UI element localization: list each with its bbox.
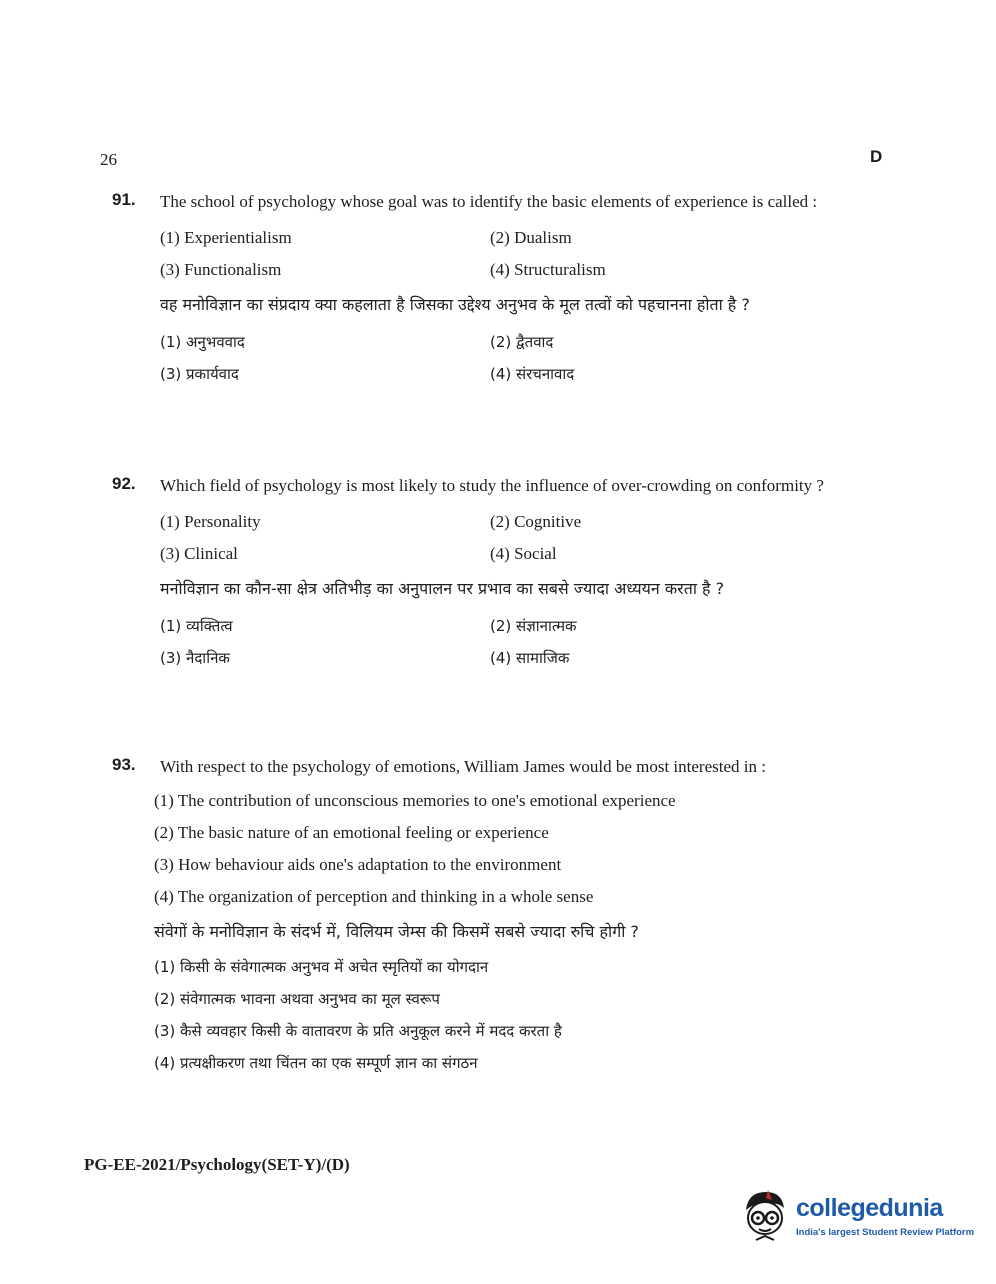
option: (3) Clinical <box>160 544 238 563</box>
option: (2) संज्ञानात्मक <box>490 617 577 635</box>
option: (4) संरचनावाद <box>490 365 575 383</box>
option: (1) किसी के संवेगात्मक अनुभव में अचेत स्मृतियों का योगदान <box>154 958 489 976</box>
option: (3) प्रकार्यवाद <box>160 365 239 383</box>
option: (2) The basic nature of an emotional feeling or experience <box>154 823 549 842</box>
option: (3) नैदानिक <box>160 649 230 667</box>
option: (2) Dualism <box>490 228 572 247</box>
option: (2) संवेगात्मक भावना अथवा अनुभव का मूल स्वरूप <box>154 990 440 1008</box>
option: (3) How behaviour aids one's adaptation to the environment <box>154 855 562 874</box>
options-en <box>160 228 882 280</box>
options-hi <box>154 957 882 1073</box>
option: (4) The organization of perception and thinking in a whole sense <box>154 887 594 906</box>
question-92 <box>112 474 882 668</box>
question-number: 93. <box>112 755 136 774</box>
option: (1) Personality <box>160 512 261 531</box>
option: (4) Structuralism <box>490 260 606 279</box>
collegedunia-logo[interactable] <box>738 1188 975 1250</box>
question-93 <box>112 755 882 1085</box>
option: (1) अनुभववाद <box>160 333 245 351</box>
exam-code-footer: PG-EE-2021/Psychology(SET-Y)/(D) <box>84 1155 350 1174</box>
option: (3) कैसे व्यवहार किसी के वातावरण के प्रति अनुकूल करने में मदद करता है <box>154 1022 562 1040</box>
option: (3) Functionalism <box>160 260 282 279</box>
option: (4) Social <box>490 544 557 563</box>
question-number: 91. <box>112 190 136 209</box>
page-number: 26 <box>100 150 117 169</box>
options-en <box>154 791 882 907</box>
option: (1) व्यक्तित्व <box>160 617 233 635</box>
options-en <box>160 512 882 564</box>
question-text-hi: वह मनोविज्ञान का संप्रदाय क्या कहलाता है जिसका उद्देश्य अनुभव के मूल तत्वों को पहचानना होता है ? <box>160 295 750 314</box>
question-number: 92. <box>112 474 136 493</box>
option: (2) Cognitive <box>490 512 582 531</box>
options-hi <box>160 332 882 384</box>
question-text-en: With respect to the psychology of emotions, William James would be most interested in : <box>160 757 766 776</box>
options-hi <box>160 616 882 668</box>
logo-wordmark: collegedunia <box>796 1194 943 1222</box>
question-text-en: Which field of psychology is most likely to study the influence of over-crowding on conformity ? <box>160 476 824 495</box>
option: (2) द्वैतवाद <box>490 333 554 351</box>
student-mascot-icon <box>738 1188 792 1246</box>
option: (4) प्रत्यक्षीकरण तथा चिंतन का एक सम्पूर्ण ज्ञान का संगठन <box>154 1054 478 1072</box>
question-text-hi: मनोविज्ञान का कौन-सा क्षेत्र अतिभीड़ का अनुपालन पर प्रभाव का सबसे ज्यादा अध्ययन करता है ? <box>160 579 725 598</box>
option: (4) सामाजिक <box>490 649 570 667</box>
question-text-en: The school of psychology whose goal was to identify the basic elements of experience is called : <box>160 192 818 211</box>
question-text-hi: संवेगों के मनोविज्ञान के संदर्भ में, विलियम जेम्स की किसमें सबसे ज्यादा रुचि होगी ? <box>154 922 639 941</box>
option: (1) Experientialism <box>160 228 292 247</box>
set-label: D <box>870 147 883 166</box>
question-91 <box>112 190 882 384</box>
option: (1) The contribution of unconscious memories to one's emotional experience <box>154 791 676 810</box>
logo-tagline: India's largest Student Review Platform <box>796 1227 975 1238</box>
